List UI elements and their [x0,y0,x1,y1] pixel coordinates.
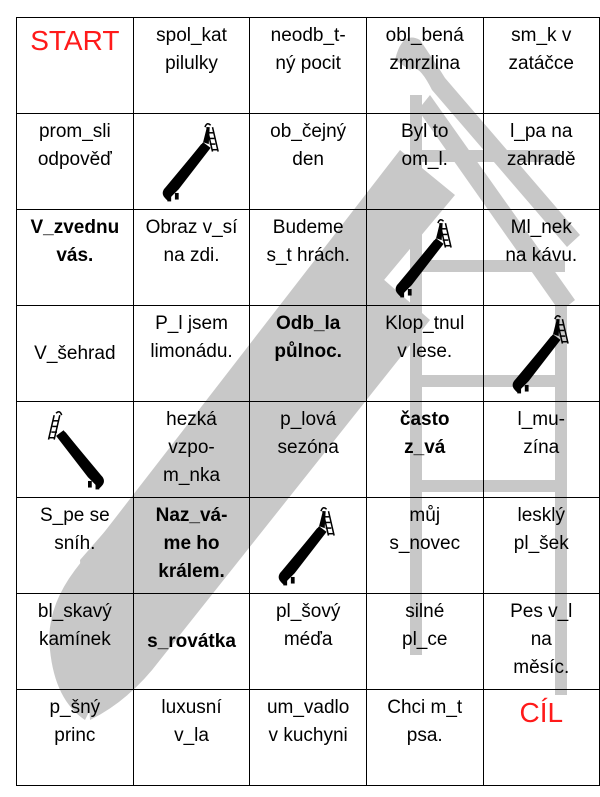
cell-label: P_l jsem limonádu. [150,313,233,362]
board-cell[interactable] [133,594,250,690]
board-cell[interactable] [483,114,599,210]
board-cell[interactable] [366,306,483,402]
cell-label: um_vadlo v kuchyni [266,697,350,746]
board-cell[interactable] [133,114,250,210]
cell-label: Klop_tnul v lese. [385,313,465,362]
board-cell[interactable] [366,594,483,690]
board-row [17,18,600,114]
board-row [17,402,600,498]
slide-up-icon [367,210,483,304]
board-cell[interactable] [17,690,134,786]
cell-label: s_rovátka [147,630,236,652]
cell-label: p_lová sezóna [277,409,339,458]
board-cell[interactable] [250,402,367,498]
cell-label: Byl to om_l. [400,121,449,170]
cell-label: spol_kat pilulky [156,25,227,74]
board-cell[interactable] [17,114,134,210]
board-cell[interactable] [483,210,599,306]
board-row [17,498,600,594]
board-cell[interactable] [250,690,367,786]
board-cell[interactable] [250,306,367,402]
board-cell[interactable] [17,18,134,114]
board-cell[interactable] [483,690,599,786]
board-cell[interactable] [250,114,367,210]
cell-label: obl_bená zmrzlina [385,25,464,74]
cell-label: Naz_vá- me ho králem. [155,505,228,582]
board-cell[interactable] [366,690,483,786]
slide-down-icon [17,402,133,496]
board-cell[interactable] [250,594,367,690]
cell-label: neodb_t- ný pocit [270,25,346,74]
board-cell[interactable] [483,594,599,690]
cell-label: Budeme s_t hrách. [266,217,350,266]
board-cell[interactable] [133,210,250,306]
board-cell[interactable] [133,18,250,114]
board-cell[interactable] [366,114,483,210]
slide-up-icon [484,306,599,400]
cell-label: l_mu- zína [517,409,566,458]
board-cell[interactable] [17,306,134,402]
cell-label: Chci m_t psa. [387,697,463,746]
board-cell[interactable] [17,498,134,594]
board-cell[interactable] [366,498,483,594]
cell-label: V_šehrad [34,342,116,364]
board-cell[interactable] [133,306,250,402]
slide-up-icon [250,498,366,592]
cell-label: prom_sli odpověď [37,121,112,170]
board-cell[interactable] [17,402,134,498]
board-cell[interactable] [483,18,599,114]
board-row [17,114,600,210]
board-row [17,210,600,306]
board-cell[interactable] [483,402,599,498]
board-row [17,690,600,786]
board-cell[interactable] [366,402,483,498]
cell-label: bl_skavý kamínek [37,601,112,650]
cell-label: Pes v_l na měsíc. [510,601,573,678]
board-cell[interactable] [483,498,599,594]
cell-label: ob_čejný den [270,121,347,170]
cell-label: Odb_la půlnoc. [274,313,342,362]
cell-label: lesklý pl_šek [513,505,569,554]
cell-label: hezká vzpo- m_nka [163,409,221,486]
board-cell[interactable] [133,402,250,498]
start-label: START [30,25,120,56]
cell-label: l_pa na zahradě [506,121,576,170]
cell-label: Ml_nek na kávu. [505,217,578,266]
board-cell[interactable] [17,210,134,306]
board-cell[interactable] [17,594,134,690]
board-cell[interactable] [250,210,367,306]
board-row [17,306,600,402]
board-cell[interactable] [366,18,483,114]
cell-label: často z_vá [399,409,450,458]
board-cell[interactable] [483,306,599,402]
board-cell[interactable] [133,690,250,786]
cell-label: pl_šový méďa [275,601,341,650]
cell-label: luxusní v_la [161,697,222,746]
board-cell[interactable] [250,498,367,594]
board-cell[interactable] [366,210,483,306]
slide-up-icon [134,114,250,208]
board-row [17,594,600,690]
cell-label: S_pe se sníh. [39,505,110,554]
cell-label: p_šný princ [49,697,101,746]
cell-label: silné pl_ce [402,601,448,650]
cell-label: můj s_novec [389,505,461,554]
cell-label: V_zvednu vás. [30,217,120,266]
cell-label: Obraz v_sí na zdi. [145,217,238,266]
board-cell[interactable] [133,498,250,594]
game-board [16,17,600,786]
cell-label: sm_k v zatáčce [508,25,574,74]
board-cell[interactable] [250,18,367,114]
finish-label: CÍL [519,697,564,728]
